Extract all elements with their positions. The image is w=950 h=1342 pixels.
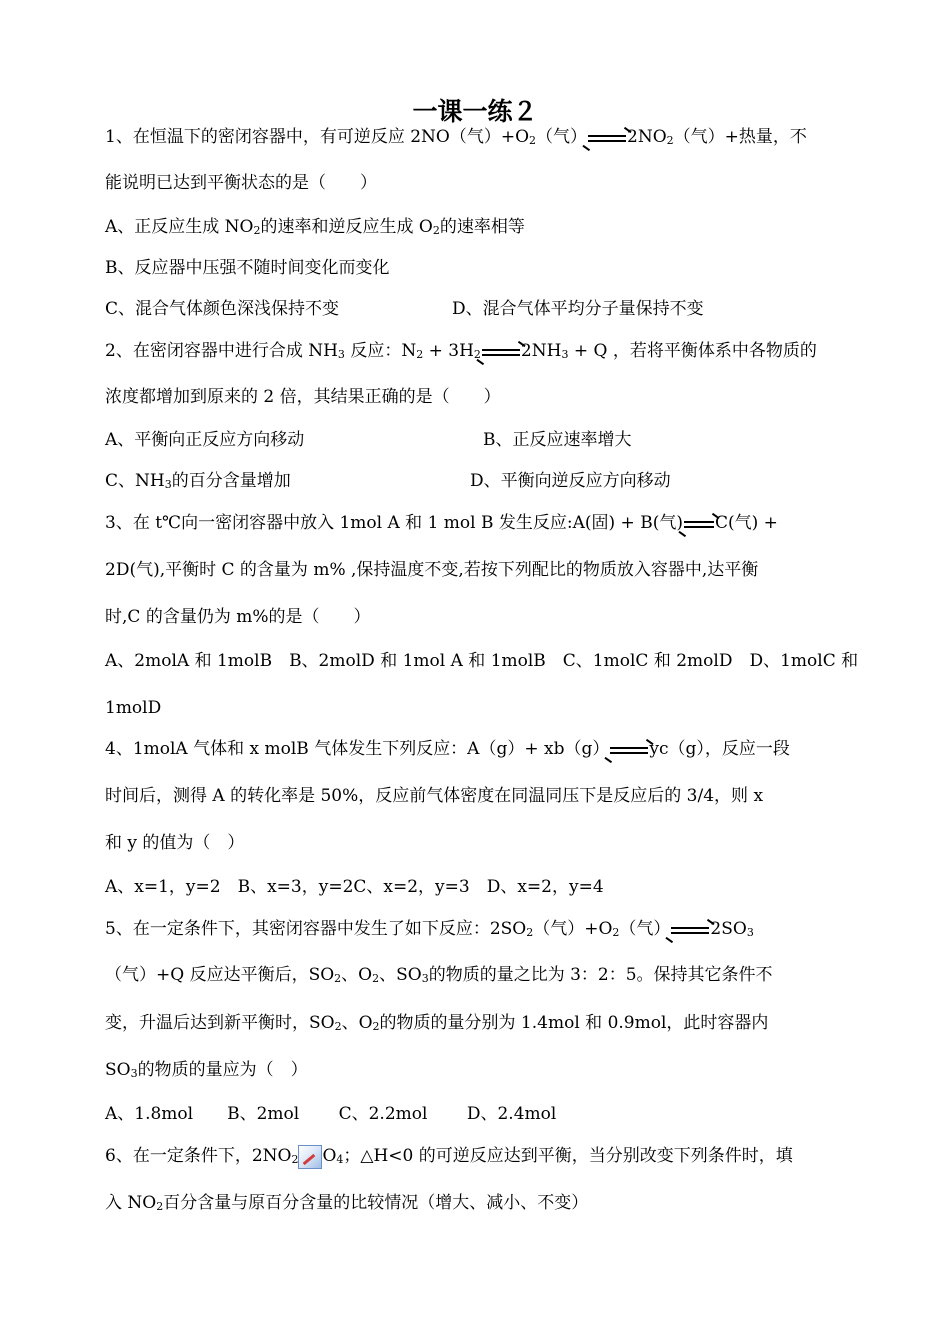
q3-options: A、2molA 和 1molB B、2molD 和 1mol A 和 1molB C、1molC 和 2molD D、1molC 和 xyxy=(105,651,859,671)
q5-line2: （气）+Q 反应达平衡后，$SO_2$、$O_2$、$SO_3$的物质的量之比为 3：2：5。保持其它条件不 xyxy=(105,965,773,985)
q6-line2: 入 $NO_2$百分含量与原百分含量的比较情况（增大、减小、不变） xyxy=(105,1193,589,1213)
q6-line1: 6、在一定条件下，$2NO_2$ $O_4$；△H<0 的可逆反应达到平衡，当分别改变下列条件时，填 xyxy=(105,1143,850,1173)
q2-line2: 浓度都增加到原来的 2 倍，其结果正确的是（ ） xyxy=(105,387,501,407)
reversible-arrow-icon xyxy=(684,516,714,532)
q1-option-a: A、正反应生成 $NO_2$的速率和逆反应生成 $O_2$的速率相等 xyxy=(105,217,525,237)
reversible-arrow-icon xyxy=(588,130,626,146)
q4-options: A、x=1，y=2 B、x=3，y=2C、x=2，y=3 D、x=2，y=4 xyxy=(105,877,604,897)
reversible-arrow-icon xyxy=(671,922,709,938)
q3-line1: 3、在 t℃向一密闭容器中放入 1mol A 和 1 mol B 发生反应:A(固) + B(气) C(气) + xyxy=(105,510,850,536)
q2-option-b: B、正反应速率增大 xyxy=(483,430,632,450)
q1-line1: 1、在恒温下的密闭容器中，有可逆反应 2NO（气）$+O_2$（气） $2NO_2$（气）+热量，不 xyxy=(105,124,850,154)
q2-line1: 2、在密闭容器中进行合成 $NH_3$ 反应：$N_2 + 3H_2$ $2NH_3 + Q$ ，若将平衡体系中各物质的 xyxy=(105,338,850,368)
q5-options: A、1.8mol B、2mol C、2.2mol D、2.4mol xyxy=(105,1104,557,1124)
q1-line2: 能说明已达到平衡状态的是（ ） xyxy=(105,173,377,193)
q2-option-d: D、平衡向逆反应方向移动 xyxy=(470,471,671,491)
q3-line3: 时,C 的含量仍为 m%的是（ ） xyxy=(105,607,371,627)
page-title: 一课一练２ xyxy=(412,97,538,126)
reversible-arrow-icon xyxy=(610,742,648,758)
q5-line4: $SO_3$的物质的量应为（ ） xyxy=(105,1060,308,1080)
q1-option-c: C、混合气体颜色深浅保持不变 xyxy=(105,299,340,319)
q1-option-b: B、反应器中压强不随时间变化而变化 xyxy=(105,258,390,278)
q3-line2: 2D(气),平衡时 C 的含量为 m% ,保持温度不变,若按下列配比的物质放入容器中,达平衡 xyxy=(105,560,759,580)
q5-line1: 5、在一定条件下，其密闭容器中发生了如下反应：$2SO_2$（气）$+O_2$（气） $2SO_3$ xyxy=(105,916,850,946)
broken-image-icon xyxy=(298,1145,322,1169)
q4-line2: 时间后，测得 A 的转化率是 50%，反应前气体密度在同温同压下是反应后的 3/4，则 x xyxy=(105,786,764,806)
q2-option-c: C、$NH_3$的百分含量增加 xyxy=(105,471,291,491)
reversible-arrow-icon xyxy=(482,344,520,360)
q4-line1: 4、1molA 气体和 x molB 气体发生下列反应：A（g）+ xb（g） yc（g），反应一段 xyxy=(105,736,850,762)
q5-line3: 变，升温后达到新平衡时，$SO_2$、$O_2$的物质的量分别为 1.4mol 和 0.9mol，此时容器内 xyxy=(105,1013,769,1033)
q4-line3: 和 y 的值为（ ） xyxy=(105,833,245,853)
q1-option-d: D、混合气体平均分子量保持不变 xyxy=(452,299,704,319)
q2-option-a: A、平衡向正反应方向移动 xyxy=(105,430,305,450)
q3-options-cont: 1molD xyxy=(105,698,162,718)
